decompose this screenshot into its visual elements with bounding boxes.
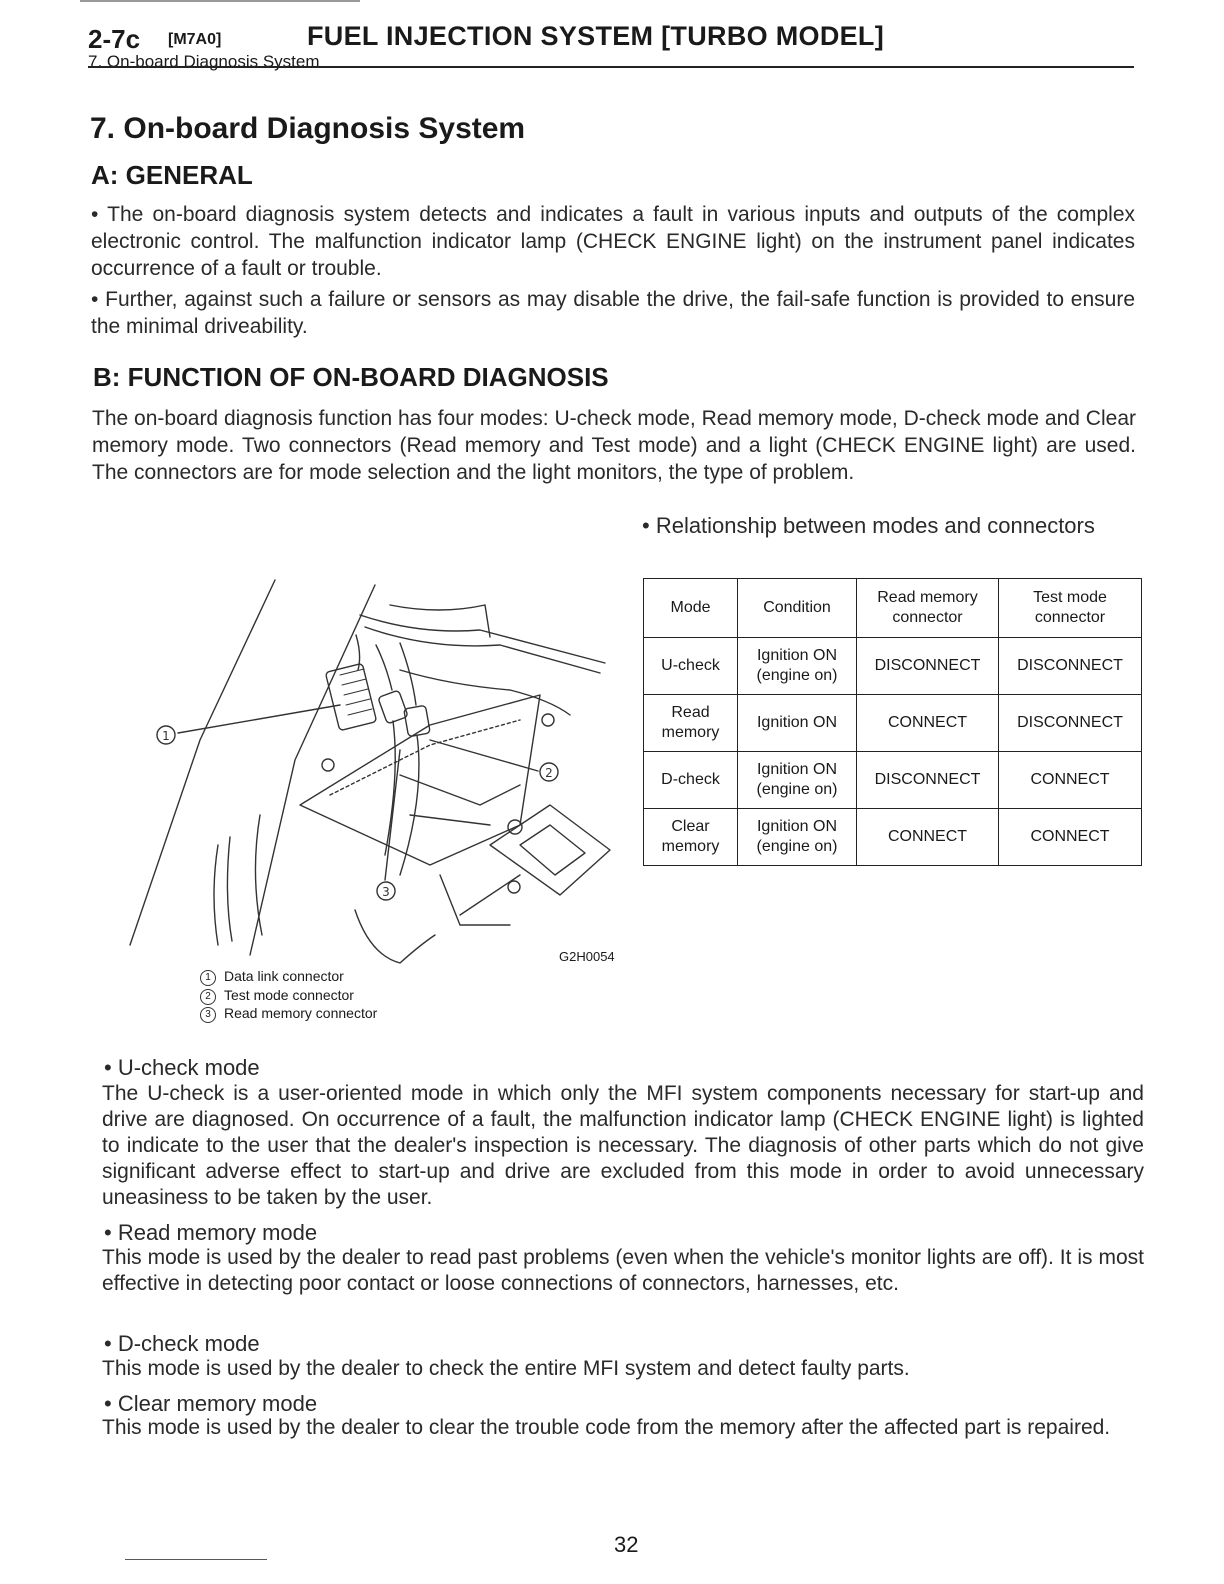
- connector-location-diagram: [100, 575, 640, 975]
- header-rule: [88, 66, 1134, 68]
- read-memory-heading: • Read memory mode: [104, 1220, 318, 1245]
- clear-memory-body: This mode is used by the dealer to clear the trouble code from the memory after the affected part is repaired.: [102, 1416, 1111, 1439]
- column-header: Condition: [738, 579, 857, 638]
- section-title: 7. On-board Diagnosis System: [90, 112, 526, 145]
- legend-label: Read memory connector: [224, 1005, 378, 1021]
- legend-item: [200, 967, 344, 986]
- read-memory-connector-shape: [404, 705, 431, 736]
- header-code: [M7A0]: [168, 31, 222, 48]
- table-cell: DISCONNECT: [857, 752, 999, 809]
- table-header-row: [644, 579, 1142, 638]
- table-cell: D-check: [644, 752, 738, 809]
- table-cell: DISCONNECT: [999, 638, 1142, 695]
- callout-2-label: 2: [545, 766, 553, 780]
- column-header: Mode: [644, 579, 738, 638]
- harness: [365, 627, 600, 673]
- page-number: 32: [614, 1532, 639, 1557]
- table-cell: CONNECT: [857, 695, 999, 752]
- top-edge-line: [80, 0, 360, 2]
- general-paragraph-2: • Further, against such a failure or sensors as may disable the drive, the fail-safe function is provided to ensure the minimal driveability.: [91, 288, 1135, 338]
- test-mode-connector-shape: [378, 690, 408, 724]
- header-page-number: 2-7c: [88, 24, 141, 54]
- function-intro: The on-board diagnosis function has four modes: U-check mode, Read memory mode, D-check mode and Clear memory mode. Two connectors (Read memory and Test mode) and a light (CHECK ENGINE light) are used. The connectors are for mode selection and the light monitors, the type of problem.: [92, 407, 1136, 484]
- table-cell: Read memory: [644, 695, 738, 752]
- legend-number: 3: [200, 1007, 216, 1023]
- function-heading: B: FUNCTION OF ON-BOARD DIAGNOSIS: [93, 362, 609, 392]
- legend-number: 2: [200, 989, 216, 1005]
- column-header: Test mode connector: [999, 579, 1142, 638]
- dcheck-heading: • D-check mode: [104, 1331, 260, 1356]
- general-paragraph-1: • The on-board diagnosis system detects and indicates a fault in various inputs and outputs of the complex electronic control. The malfunction indicator lamp (CHECK ENGINE light) on the instrument panel indicates occurrence of a fault or trouble.: [91, 203, 1135, 280]
- harness: [360, 615, 605, 663]
- table-cell: DISCONNECT: [999, 695, 1142, 752]
- table-row: [644, 695, 1142, 752]
- figure-code: G2H0054: [559, 949, 615, 964]
- ucheck-heading: • U-check mode: [104, 1055, 260, 1080]
- table-cell: Ignition ON: [738, 695, 857, 752]
- table-cell: CONNECT: [999, 809, 1142, 866]
- leader-line-3: [385, 750, 400, 880]
- footer-line: [125, 1559, 267, 1560]
- modes-connectors-table: [643, 578, 1142, 866]
- connector-pins: [340, 669, 372, 715]
- table-cell: Ignition ON (engine on): [738, 638, 857, 695]
- table-cell: DISCONNECT: [857, 638, 999, 695]
- diagram-outline: [255, 815, 262, 935]
- table-cell: CONNECT: [857, 809, 999, 866]
- bolt: [542, 714, 554, 726]
- ucheck-body: The U-check is a user-oriented mode in which only the MFI system components necessary for start-up and drive are diagnosed. On occurrence of a fault, the malfunction indicator lamp (CHECK ENGINE light) is lighted to indicate to the user that the dealer's inspection is necessary. The diagnosis of other parts which do not give significant adverse effect to start-up and drive are excluded from this mode in order to avoid unnecessary uneasiness to be taken by the user.: [102, 1082, 1144, 1209]
- header-subtitle: 7. On-board Diagnosis System: [88, 52, 320, 71]
- column-header: Read memory connector: [857, 579, 999, 638]
- table-row: [644, 638, 1142, 695]
- diagram-outline: [214, 837, 232, 945]
- legend-item: [200, 986, 354, 1005]
- data-link-connector-shape: [325, 663, 376, 730]
- callout-1-label: 1: [162, 729, 170, 743]
- bolt: [508, 881, 520, 893]
- legend-label: Test mode connector: [224, 987, 354, 1003]
- bracket: [300, 695, 540, 865]
- table-cell: Ignition ON (engine on): [738, 752, 857, 809]
- read-memory-body: This mode is used by the dealer to read past problems (even when the vehicle's monitor lights are off). It is most effective in detecting poor contact or loose connections of connectors, harnesses, etc.: [102, 1246, 1144, 1295]
- dcheck-body: This mode is used by the dealer to check the entire MFI system and detect faulty parts.: [102, 1357, 910, 1380]
- relationship-heading: • Relationship between modes and connectors: [642, 513, 1095, 538]
- header-title: FUEL INJECTION SYSTEM [TURBO MODEL]: [307, 21, 885, 51]
- general-heading: A: GENERAL: [91, 160, 253, 190]
- table-cell: CONNECT: [999, 752, 1142, 809]
- table-cell: Clear memory: [644, 809, 738, 866]
- bolt: [322, 759, 334, 771]
- clear-memory-heading: • Clear memory mode: [104, 1391, 318, 1416]
- table-row: [644, 752, 1142, 809]
- leader-line-2: [430, 740, 538, 771]
- diagram-outline: [130, 580, 275, 945]
- bracket-detail: [440, 875, 520, 925]
- legend-number: 1: [200, 970, 216, 986]
- legend-item: [200, 1004, 377, 1023]
- bracket-detail: [355, 910, 435, 963]
- callout-3-label: 3: [382, 885, 390, 899]
- legend-label: Data link connector: [224, 968, 344, 984]
- table-cell: U-check: [644, 638, 738, 695]
- table-row: [644, 809, 1142, 866]
- harness: [390, 605, 490, 637]
- table-cell: Ignition ON (engine on): [738, 809, 857, 866]
- leader-line-1: [178, 705, 340, 733]
- console: [520, 825, 585, 875]
- console: [490, 805, 610, 895]
